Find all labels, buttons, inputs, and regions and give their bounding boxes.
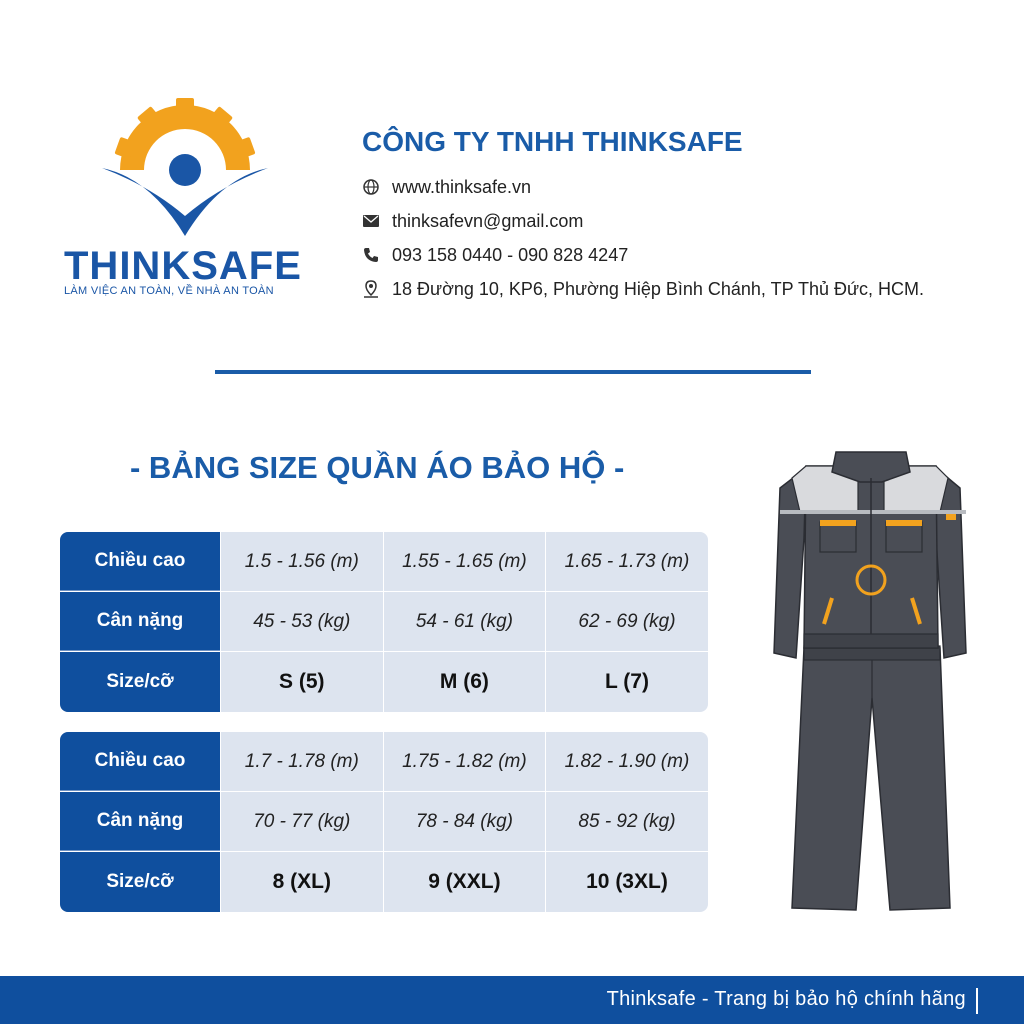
row-header: Chiều cao: [60, 532, 220, 591]
uniform-illustration: [770, 448, 970, 918]
table-cell: 1.55 - 1.65 (m): [383, 532, 546, 591]
address-text: 18 Đường 10, KP6, Phường Hiệp Bình Chánh, TP Thủ Đức, HCM.: [392, 278, 925, 299]
table-cell: 1.82 - 1.90 (m): [545, 732, 708, 791]
size-table-2: [60, 732, 708, 912]
logo-wordmark: THINKSAFE: [64, 244, 302, 288]
table-row-size: [60, 652, 708, 712]
mail-icon: [362, 212, 380, 230]
footer-divider: [976, 988, 978, 1014]
row-header: Size/cỡ: [60, 652, 220, 712]
header-divider: [215, 370, 811, 374]
contact-website[interactable]: [362, 170, 924, 204]
table-cell: 54 - 61 (kg): [383, 592, 546, 651]
contact-phone[interactable]: [362, 238, 924, 272]
globe-icon: [362, 178, 380, 196]
logo-tagline: LÀM VIỆC AN TOÀN, VỀ NHÀ AN TOÀN: [64, 285, 274, 297]
footer-slogan: Thinksafe - Trang bị bảo hộ chính hãng: [606, 988, 966, 1010]
table-row-height: [60, 732, 708, 792]
row-header: Cân nặng: [60, 792, 220, 851]
table-cell: 62 - 69 (kg): [545, 592, 708, 651]
row-header: Size/cỡ: [60, 852, 220, 912]
size-table-1: [60, 532, 708, 712]
table-cell: 78 - 84 (kg): [383, 792, 546, 851]
website-text: www.thinksafe.vn: [392, 176, 532, 197]
table-cell: 10 (3XL): [545, 852, 708, 912]
contact-list: [362, 170, 924, 306]
table-cell: 8 (XL): [220, 852, 383, 912]
email-text: thinksafevn@gmail.com: [392, 210, 584, 231]
table-row-size: [60, 852, 708, 912]
footer-bar: [0, 976, 1024, 1024]
company-name: CÔNG TY TNHH THINKSAFE: [362, 126, 743, 157]
table-cell: 85 - 92 (kg): [545, 792, 708, 851]
row-header: Cân nặng: [60, 592, 220, 651]
table-cell: 1.65 - 1.73 (m): [545, 532, 708, 591]
table-row-height: [60, 532, 708, 592]
contact-address: [362, 272, 924, 306]
table-cell: 70 - 77 (kg): [220, 792, 383, 851]
gear-figure-icon: [100, 98, 270, 248]
contact-email[interactable]: [362, 204, 924, 238]
table-cell: M (6): [383, 652, 546, 712]
table-row-weight: [60, 592, 708, 652]
work-uniform-icon: [770, 448, 970, 918]
table-row-weight: [60, 792, 708, 852]
location-pin-icon: [362, 280, 380, 298]
table-cell: 1.5 - 1.56 (m): [220, 532, 383, 591]
company-logo: [60, 98, 320, 308]
table-cell: S (5): [220, 652, 383, 712]
table-cell: 9 (XXL): [383, 852, 546, 912]
table-cell: 45 - 53 (kg): [220, 592, 383, 651]
row-header: Chiều cao: [60, 732, 220, 791]
page-title: - BẢNG SIZE QUẦN ÁO BẢO HỘ -: [130, 450, 625, 485]
phone-icon: [362, 246, 380, 264]
table-cell: L (7): [545, 652, 708, 712]
table-cell: 1.7 - 1.78 (m): [220, 732, 383, 791]
table-cell: 1.75 - 1.82 (m): [383, 732, 546, 791]
phone-text: 093 158 0440 - 090 828 4247: [392, 244, 629, 265]
